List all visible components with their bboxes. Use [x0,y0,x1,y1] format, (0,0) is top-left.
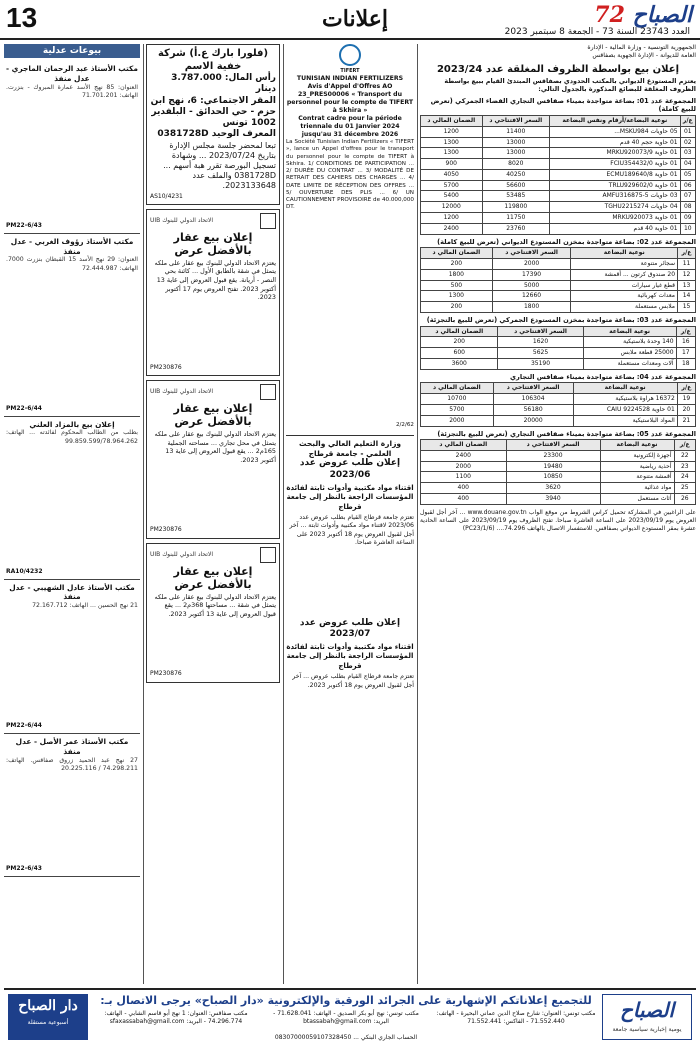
bank-logo-icon [260,547,276,563]
table-cell: 5700 [421,404,494,415]
university-notice [286,435,414,690]
column-header: ع/ر [680,115,695,126]
column-header: السعر الافتتاحي د [492,248,571,259]
sale-title: إعلان بيع عقار بالأفضل عرض [173,230,253,257]
table-cell: 35190 [498,358,583,369]
tender-intro: يعتزم المستودع الديواني بالمكتب الحدودي بصفاقس المبتدئ القيام ببيع بواسطة الظروف المغلقة للبضائع المذكورة بالجدول التالي: [444,77,696,94]
table-cell: 20 صندوق كرتون ... أقمشة [571,269,678,280]
table-cell: 600 [421,348,498,359]
ad-ref: PM22-6/43 [6,865,42,873]
section-title: إعلانات [322,6,388,32]
table-cell: 17 [676,348,695,359]
table-row [421,269,696,280]
table-cell: 01 حاوية FCIU354432/0 [550,159,681,170]
tifert-subtitle: Avis d'Appel d'Offres AO 23_PRES00006 « Transport du personnel pour le compte de TIFERT à Skhira » [286,82,414,114]
table-cell: 200 [421,259,493,270]
column-header: السعر الافتتاحي د [506,440,600,451]
table-row [421,191,696,202]
table-cell: 5625 [498,348,583,359]
table-cell: 17390 [492,269,571,280]
ad-title: مكتب الأستاذ عادل الشهيبي - عدل منفذ [9,582,135,602]
table-cell: 01 حاوية ECMU189640/8 [550,169,681,180]
customs-tender-column [420,44,696,982]
sale-body-filler [150,464,276,524]
sale-ref: PM230876 [150,670,182,678]
column-header: الضمان المالي د [421,248,493,259]
table-cell: 12000 [421,202,483,213]
column-divider [143,44,144,984]
table-cell: 19480 [506,461,600,472]
bank-name: الاتحاد الدولي للبنوك UIB [150,550,213,558]
table-cell: 01 حاوية MRKU920073 [550,213,681,224]
table-row [421,358,696,369]
table-cell: 2000 [421,461,507,472]
table-cell: 09 [680,213,695,224]
table-cell: 5400 [421,191,483,202]
table-cell: 140 وحدة بلاستيكية [583,337,676,348]
table-cell: 22 [674,450,695,461]
notice-body: تبعا لمحضر جلسة مجلس الإدارة بتاريخ 2023/07/24 ... وشهادة تسجيل البورصة تقرر هبة أسهم ... 0381728D والملف عدد 2023133648. [163,140,276,190]
ad-body-filler [6,773,138,863]
tender-title: إعلان بيع بواسطة الظروف المغلقة عدد 2023/24 [436,64,680,76]
table-cell: 15 [678,302,696,313]
table-cell: 12660 [492,291,571,302]
table-row [421,483,696,494]
ad-body-filler [6,100,138,220]
lot-heading: المجموعة عدد 03: بضاعة متواجدة بمخزن المستودع الجمركي (تعرض للبيع بالتجزئة) [426,316,696,325]
masthead-number: 72 [594,2,625,28]
table-cell: 13000 [482,148,550,159]
tender-lots [420,97,696,505]
table-cell: 16 [676,337,695,348]
table-cell: 10700 [421,394,494,405]
masthead-name: الصباح [632,2,692,28]
table-cell: 5000 [492,280,571,291]
judicial-sales-column [4,44,140,982]
univ-title-1: إعلان طلب عروض عدد 2023/06 [299,458,401,481]
table-cell: 56180 [493,404,573,415]
table-cell: 1800 [492,302,571,313]
lot-table [420,247,696,313]
classified-ad [4,580,140,735]
table-row [421,148,696,159]
table-cell: 04 حاويات TGHU2215274 [550,202,681,213]
column-header: نوعية البضاعة [600,440,674,451]
table-cell: 12 [678,269,696,280]
table-cell: 03 حاويات AMFU316875-5 [550,191,681,202]
lot-table [420,439,696,505]
classified-ad [4,234,140,417]
column-header: الضمان المالي د [421,115,483,126]
table-cell: 2000 [492,259,571,270]
univ-body-1: تعتزم جامعة قرطاج القيام بطلب عروض عدد 2023/06 لاقتناء مواد مكتبية وأدوات ثابتة ... آخر أجل لقبول العروض يوم 18 أكتوبر 2023 على الساعة العاشرة صباحا. [289,514,414,547]
notice-capital: رأس المال: 3.787.000 دينار [171,73,276,95]
table-cell: 1200 [421,213,483,224]
table-cell: 01 حاوية MRKU920073/9 [550,148,681,159]
lot-table [420,326,696,370]
ad-body-filler [6,610,138,720]
table-cell: 07 [680,191,695,202]
table-row [421,291,696,302]
table-cell: المواد البلاستيكية [573,415,677,426]
ad-ref: PM22-6/44 [6,404,42,412]
table-cell: 03 [680,148,695,159]
sale-body-filler [150,618,276,668]
bank-account: الحساب الجاري البنكي ... 08307000059107328450 [274,1034,418,1041]
column-header: نوعية البضاعة/أرقام ونفس البضاعة [550,115,681,126]
lot-heading: المجموعة عدد 02: بضاعة متواجدة بمخزن المستودع الديواني (تعرض للبيع كاملة) [437,237,696,246]
bank-logo-icon [260,384,276,400]
table-cell: 01 حاوية حجم 40 قدم [550,137,681,148]
table-cell: سجائر متنوعة [571,259,678,270]
tender-column [286,44,414,982]
table-row [421,169,696,180]
table-cell: 1300 [421,291,493,302]
ad-ref: PM22-6/44 [6,722,42,730]
column-divider [283,44,284,984]
column-header: ع/ر [676,326,695,337]
table-cell: 20 [677,404,695,415]
table-cell: 1200 [421,126,483,137]
table-row [421,450,696,461]
bank-name: الاتحاد الدولي للبنوك UIB [150,216,213,224]
table-cell: 13000 [482,137,550,148]
table-cell: 23760 [482,223,550,234]
notice-ref: AS10/4231 [150,192,183,200]
table-cell: 23 [674,461,695,472]
office-contact: مكتب صفاقس: العنوان: 1 نهج أبو قاسم الشابي - الهاتف: 74.296.774 - البريد: sfaxassabah@gmail.com [104,1010,248,1025]
table-cell: أقمشة متنوعة [600,472,674,483]
table-cell: 5700 [421,180,483,191]
table-cell: 11 [678,259,696,270]
classified-ad [4,61,140,234]
ad-title: مكتب الأستاذ رؤوف الغربي - عدل منفذ [10,236,134,256]
column-header: السعر الافتتاحي د [498,326,583,337]
sale-ref: PM230876 [150,526,182,534]
table-cell: 3940 [506,494,600,505]
table-cell: 26 [674,494,695,505]
table-cell: 200 [421,337,498,348]
page-number: 13 [6,2,38,33]
ad-title: إعلان بيع بالمزاد العلني [29,419,115,429]
bank-logo-row [150,384,276,400]
table-cell: ملابس مستعملة [571,302,678,313]
table-cell: آلات ومعدات مستعملة [583,358,676,369]
table-row [421,223,696,234]
table-cell: 01 حاوية TRLU929602/0 [550,180,681,191]
property-sale-ad [146,380,280,539]
table-row [421,280,696,291]
masthead [560,2,692,26]
table-cell: 1800 [421,269,493,280]
univ-body-filler [286,548,414,618]
table-row [421,348,696,359]
table-cell: 1300 [421,137,483,148]
tifert-body-filler [286,212,414,422]
table-cell: 1620 [498,337,583,348]
table-cell: 2400 [421,450,507,461]
tifert-title: TUNISIAN INDIAN FERTILIZERS [296,74,404,82]
table-row [421,159,696,170]
table-cell: 500 [421,280,493,291]
table-cell: 24 [674,472,695,483]
ad-body: 21 نهج الحسين ... الهاتف: 72.167.712 [32,602,138,610]
table-row [421,180,696,191]
bank-logo-icon [260,213,276,229]
company-notice [146,44,280,205]
ad-title: مكتب الأستاذ عمر الأصل - عدل منفذ [15,737,129,757]
table-row [421,461,696,472]
logo-subtitle: يومية إخبارية سياسية جامعة [612,1026,682,1033]
table-cell: أثاث مستعمل [600,494,674,505]
sale-body: يعتزم الاتحاد الدولي للبنوك بيع عقار على ملكه يتمثل في محل تجاري ... مساحته الجملية 165م2 ... يقع قبول العروض إلى غاية 13 أكتوبر 2023. [154,429,276,464]
table-row [421,472,696,483]
weekly-logo [8,994,88,1040]
univ-subtitle-2: اقتناء مواد مكتبية وأدوات ثابتة لفائدة المؤسسات الراجعة بالنظر إلى جامعة قرطاج [286,642,414,670]
table-cell: معدات كهربائية [571,291,678,302]
table-cell: 40250 [482,169,550,180]
ad-ref: RA10/4232 [6,567,43,575]
table-cell: 13 [678,280,696,291]
tender-footer: على الراغبين في المشاركة تحميل كراس الشروط من موقع الواب www.douane.gov.tn ... آخر أجل لقبول العروض يوم 2023/09/19 على الساعة العاشرة صباحا. تفتح الظروف يوم 2023/09/19 على الساعة الحادية عشرة بمقر المستودع الديواني بصفاقس. للاستفسار الاتصال بالهاتف 74.296.... (PC23/1/6) [420,508,696,533]
footer-banner [4,988,696,1043]
table-cell: 10 [680,223,695,234]
table-cell: 56600 [482,180,550,191]
column-header: السعر الافتتاحي د [482,115,550,126]
notice-address: المقر الاجتماعي: 6، نهج ابن حزم - حي الحدائق - البلفدير 1002 تونس [150,95,276,128]
sale-title: إعلان بيع عقار بالأفضل عرض [173,401,253,428]
notice-title: (فلورا بارك ع.أ) شركة خفية الاسم [157,48,269,72]
table-cell: 20000 [493,415,573,426]
property-sale-ad [146,543,280,683]
sale-ref: PM230876 [150,363,182,371]
table-cell: مواد غذائية [600,483,674,494]
table-cell: 3600 [421,358,498,369]
column-header: الضمان المالي د [421,440,507,451]
ad-body: العنوان: 29 نهج الأسد 15 القبطان بنزرت 7000. الهاتف: 72.444.987 [6,256,139,272]
office-contact: مكتب تونس: العنوان: شارع صلاح الدين عماني البحيرة - الهاتف: 71.552.440 - الفاكس: 71.552.441 [436,1010,596,1025]
table-cell: 19 [677,394,695,405]
table-cell: 04 [680,159,695,170]
column-header: نوعية البضاعة [571,248,678,259]
table-cell: 23300 [506,450,600,461]
table-cell: 25 [674,483,695,494]
lot-heading: المجموعة عدد 04: بضاعة متواجدة بميناء صفاقس التجاري [510,372,696,381]
tifert-notice [286,44,414,429]
tifert-body: La Société Tunisian Indian Fertilizers « TIFERT », lance un Appel d'offres pour le transport du personnel pour le compte de TIFERT à Skhira. 1/ CONDITIONS DE PARTICIPATION ... 2/ DURÉE DU CONTRAT ... 3/ MODALITÉ DE RETRAIT DES CAHIERS DES CHARGES ... 4/ DATE LIMITE DE RÉCEPTION DES OFFRES ... 5/ OUVERTURE DES PLIS ... 6/ UN CAUTIONNEMENT PROVISOIRE de 40.000,000 DT. [286,139,414,211]
table-cell: 900 [421,159,483,170]
univ-title-2: إعلان طلب عروض عدد 2023/07 [299,617,401,640]
column-header: ع/ر [677,383,695,394]
banner-headline: للتجميع إعلاناتكم الإشهارية على الجرائد الورقية والإلكترونية «دار الصباح» يرجى الاتصال بـ: [100,994,592,1007]
sale-title: إعلان بيع عقار بالأفضل عرض [173,564,253,591]
table-cell: 400 [421,494,507,505]
ad-body-filler [6,273,138,403]
table-cell: 400 [421,483,507,494]
tifert-logo-text: TIFERT [340,68,360,74]
table-cell: 1300 [421,148,483,159]
column-header: الضمان المالي د [421,383,494,394]
table-row [421,137,696,148]
classified-ad [4,417,140,580]
table-cell: 21 [677,415,695,426]
table-cell: 02 [680,137,695,148]
tifert-contract: Contrat cadre pour la période triennale du 01 Janvier 2024 jusqu'au 31 décembre 2026 [298,114,402,138]
column-divider [417,44,418,984]
table-row [421,404,696,415]
weekly-title: دار الصباح [18,998,78,1014]
table-row [421,202,696,213]
table-cell: 08 [680,202,695,213]
tifert-logo-icon [339,44,361,66]
ad-body-filler [6,446,138,566]
table-cell: أجهزة إلكترونية [600,450,674,461]
column-header: السعر الافتتاحي د [493,383,573,394]
univ-subtitle-1: اقتناء مواد مكتبية وأدوات ثابتة لفائدة المؤسسات الراجعة بالنظر إلى جامعة قرطاج [286,483,414,511]
table-cell: 106304 [493,394,573,405]
table-cell: 01 حاوية CAIU 9224528 [573,404,677,415]
lot-heading: المجموعة عدد 05: بضاعة متواجدة بميناء صفاقس التجاري (تعرض للبيع بالتجزئة) [437,429,696,438]
lot-heading: المجموعة عدد 01: بضاعة متواجدة بميناء صفاقس التجاري الفضاء الجمركي (تعرض للبيع كاملة) [430,96,696,114]
table-cell: 3620 [506,483,600,494]
issue-line: العدد 23743 السنة 73 - الجمعة 8 سبتمبر 2023 [504,27,690,37]
table-row [421,394,696,405]
table-row [421,302,696,313]
table-row [421,259,696,270]
page-header [0,0,700,40]
table-cell: قطع غيار سيارات [571,280,678,291]
table-cell: 53485 [482,191,550,202]
table-cell: 14 [678,291,696,302]
tender-authority: الجمهورية التونسية - وزارة المالية - الإدارة العامة للديوانة - الإدارة الجهوية بصفاقس [587,44,696,60]
ad-body: العنوان: 85 نهج الأسد عمارة المبروك - بنزرت. الهاتف: 71.701.201 [6,83,139,99]
table-row [421,213,696,224]
lot-table [420,115,696,235]
tifert-ref: 2/2/62 [395,421,414,428]
table-cell: 25000 قطعة ملابس [583,348,676,359]
table-cell: 200 [421,302,493,313]
table-row [421,337,696,348]
table-cell: 05 حاويات MSKU984... [550,126,681,137]
sale-body-filler [150,302,276,362]
banner-offices [96,1010,596,1026]
column-header: نوعية البضاعة [583,326,676,337]
sale-body: يعتزم الاتحاد الدولي للبنوك بيع عقار على ملكه يتمثل في شقة بالطابق الأول ... كائنة بحي النصر - أريانة. يقع قبول العروض إلى غاية 13 أكتوبر 2023. تفتح العروض يوم 17 أكتوبر 2023. [154,258,276,302]
ad-ref: PM22-6/43 [6,221,42,229]
office-contact: مكتب تونس: نهج أبو بكر الصديق - الهاتف: 71.628.041 - البريد: btassabah@gmail.com [273,1010,419,1025]
table-cell: 2400 [421,223,483,234]
bank-name: الاتحاد الدولي للبنوك UIB [150,387,213,395]
table-cell: 11400 [482,126,550,137]
table-row [421,494,696,505]
bank-logo-row [150,213,276,229]
ads-column [146,44,280,982]
sale-body: يعتزم الاتحاد الدولي للبنوك بيع عقار على ملكه يتمثل في شقة ... مساحتها 368م2 ... يقع قبول العروض إلى غاية 13 أكتوبر 2023. [154,592,276,618]
notice-id: المعرف الوحيد 0381728D [157,129,276,140]
ad-title: مكتب الأستاذ عبد الرحمان الماجري - عدل منفذ [6,64,138,83]
logo-text: الصباح [619,998,675,1022]
weekly-subtitle: أسبوعية مستقلة [27,1019,69,1026]
table-row [421,415,696,426]
table-cell: 8020 [482,159,550,170]
bank-logo-row [150,547,276,563]
tender-header [420,44,696,60]
table-cell: أحذية رياضية [600,461,674,472]
table-row [421,126,696,137]
table-cell: 01 [680,126,695,137]
newspaper-logo [602,994,692,1040]
ad-body: بطلب من الطالب المحكوم لفائدته ... الهاتف: 99.859.599/78.964.262 [6,429,138,445]
table-cell: 18 [676,358,695,369]
property-sale-ad [146,209,280,376]
table-cell: 01 حاوية 40 قدم [550,223,681,234]
univ-header: وزارة التعليم العالي والبحث العلمي - جامعة قرطاج [298,438,402,458]
table-cell: 06 [680,180,695,191]
ad-body: 27 نهج عبد الحميد زروق صفاقس. الهاتف: 74.298.211 / 20.225.116 [6,756,138,773]
table-cell: 1100 [421,472,507,483]
column-header: الضمان المالي د [421,326,498,337]
table-cell: 10850 [506,472,600,483]
column-header: نوعية البضاعة [573,383,677,394]
univ-body-2: تعتزم جامعة قرطاج القيام بطلب عروض ... آخر أجل لقبول العروض يوم 18 أكتوبر 2023. [292,673,414,689]
table-cell: 16372 هراوة بلاستيكية [573,394,677,405]
lot-table [420,382,696,426]
column-header: ع/ر [674,440,695,451]
table-cell: 11750 [482,213,550,224]
table-cell: 05 [680,169,695,180]
column-header: ع/ر [678,248,696,259]
classified-ad [4,734,140,877]
table-cell: 119800 [482,202,550,213]
table-cell: 4050 [421,169,483,180]
column-heading: بيوعات عدلية [4,44,140,58]
table-cell: 2000 [421,415,494,426]
